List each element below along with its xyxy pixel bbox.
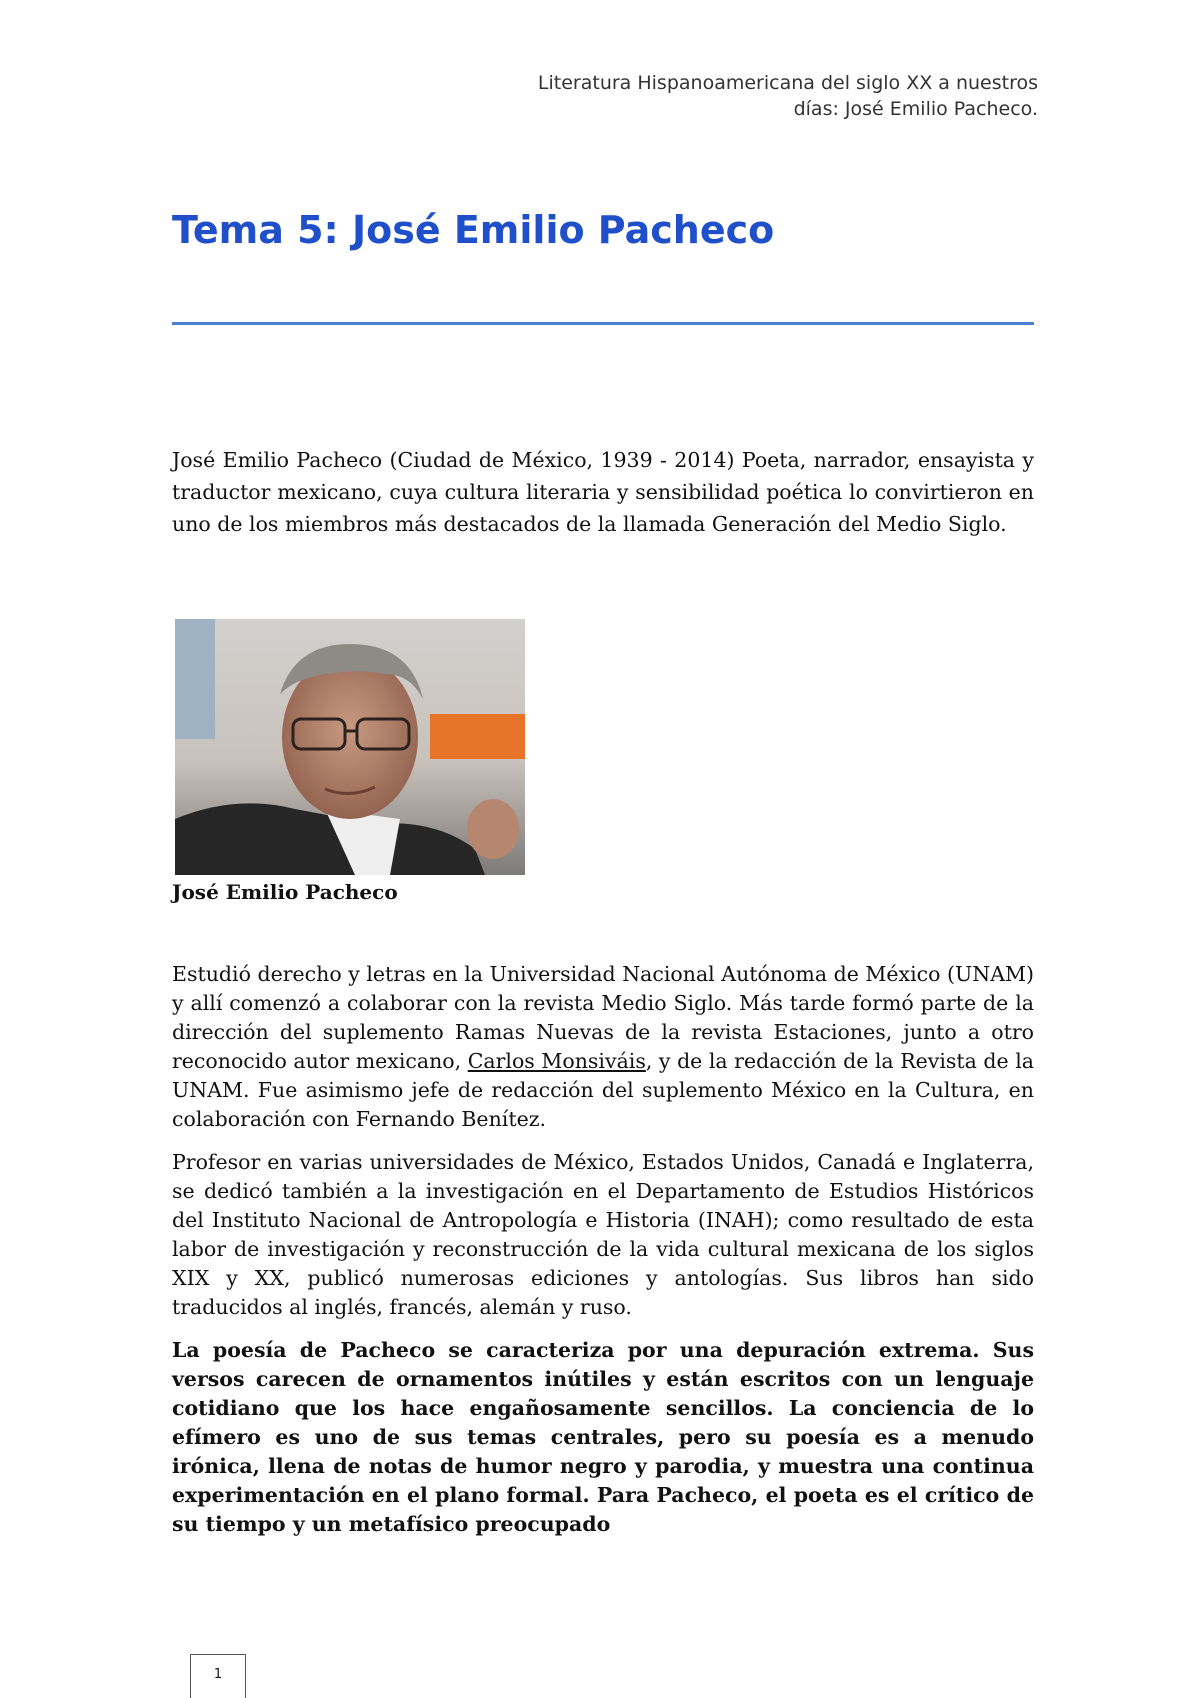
running-header: Literatura Hispanoamericana del siglo XX a nuestros días: José Emilio Pacheco. <box>537 72 1038 120</box>
paragraph-education <box>172 960 1034 1134</box>
paragraph-career: Profesor en varias universidades de México, Estados Unidos, Canadá e Inglaterra, se dedicó también a la investigación en el Departamento de Estudios Históricos del Instituto Nacional de Antropología e Historia (INAH); como resultado de esta labor de investigación y reconstrucción de la vida cultural mexicana de los siglos XIX y XX, publicó numerosas ediciones y antologías. Sus libros han sido traducidos al inglés, francés, alemán y ruso. <box>172 1150 1034 1319</box>
author-photo <box>175 619 525 875</box>
figure-caption: José Emilio Pacheco <box>172 880 398 904</box>
paragraph-education-text-end: , y de la redacción de la Revista de la UNAM. Fue asimismo jefe de redacción del suplemento México en la Cultura, en colaboración con Fernando Benítez. <box>172 1049 1035 1131</box>
intro-paragraph: José Emilio Pacheco (Ciudad de México, 1939 - 2014) Poeta, narrador, ensayista y traductor mexicano, cuya cultura literaria y sensibilidad poética lo convirtieron en uno de los miembros más destacados de la llamada Generación del Medio Siglo. <box>172 448 1034 536</box>
title-divider <box>172 322 1034 325</box>
page-title: Tema 5: José Emilio Pacheco <box>172 208 775 252</box>
carlos-monsivais-link[interactable]: Carlos Monsiváis <box>467 1049 646 1073</box>
paragraph-poetry: La poesía de Pacheco se caracteriza por una depuración extrema. Sus versos carecen de ornamentos inútiles y están escritos con un lenguaje cotidiano que los hace engañosamente sencillos. La conciencia de lo efímero es uno de sus temas centrales, pero su poesía es a menudo irónica, llena de notas de humor negro y parodia, y muestra una continua experimentación en el plano formal. Para Pacheco, el poeta es el crítico de su tiempo y un metafísico preocupado <box>172 1338 1034 1536</box>
author-portrait-image <box>175 619 525 875</box>
page-number: 1 <box>190 1654 246 1698</box>
paragraph-education-text-start: Estudió derecho y letras en la Universidad Nacional Autónoma de México (UNAM) y allí comenzó a colaborar con la revista Medio Siglo. Más tarde formó parte de la dirección del suplemento Ramas Nuevas de la revista Estaciones, junto a otro reconocido autor mexicano, <box>172 962 1034 1073</box>
